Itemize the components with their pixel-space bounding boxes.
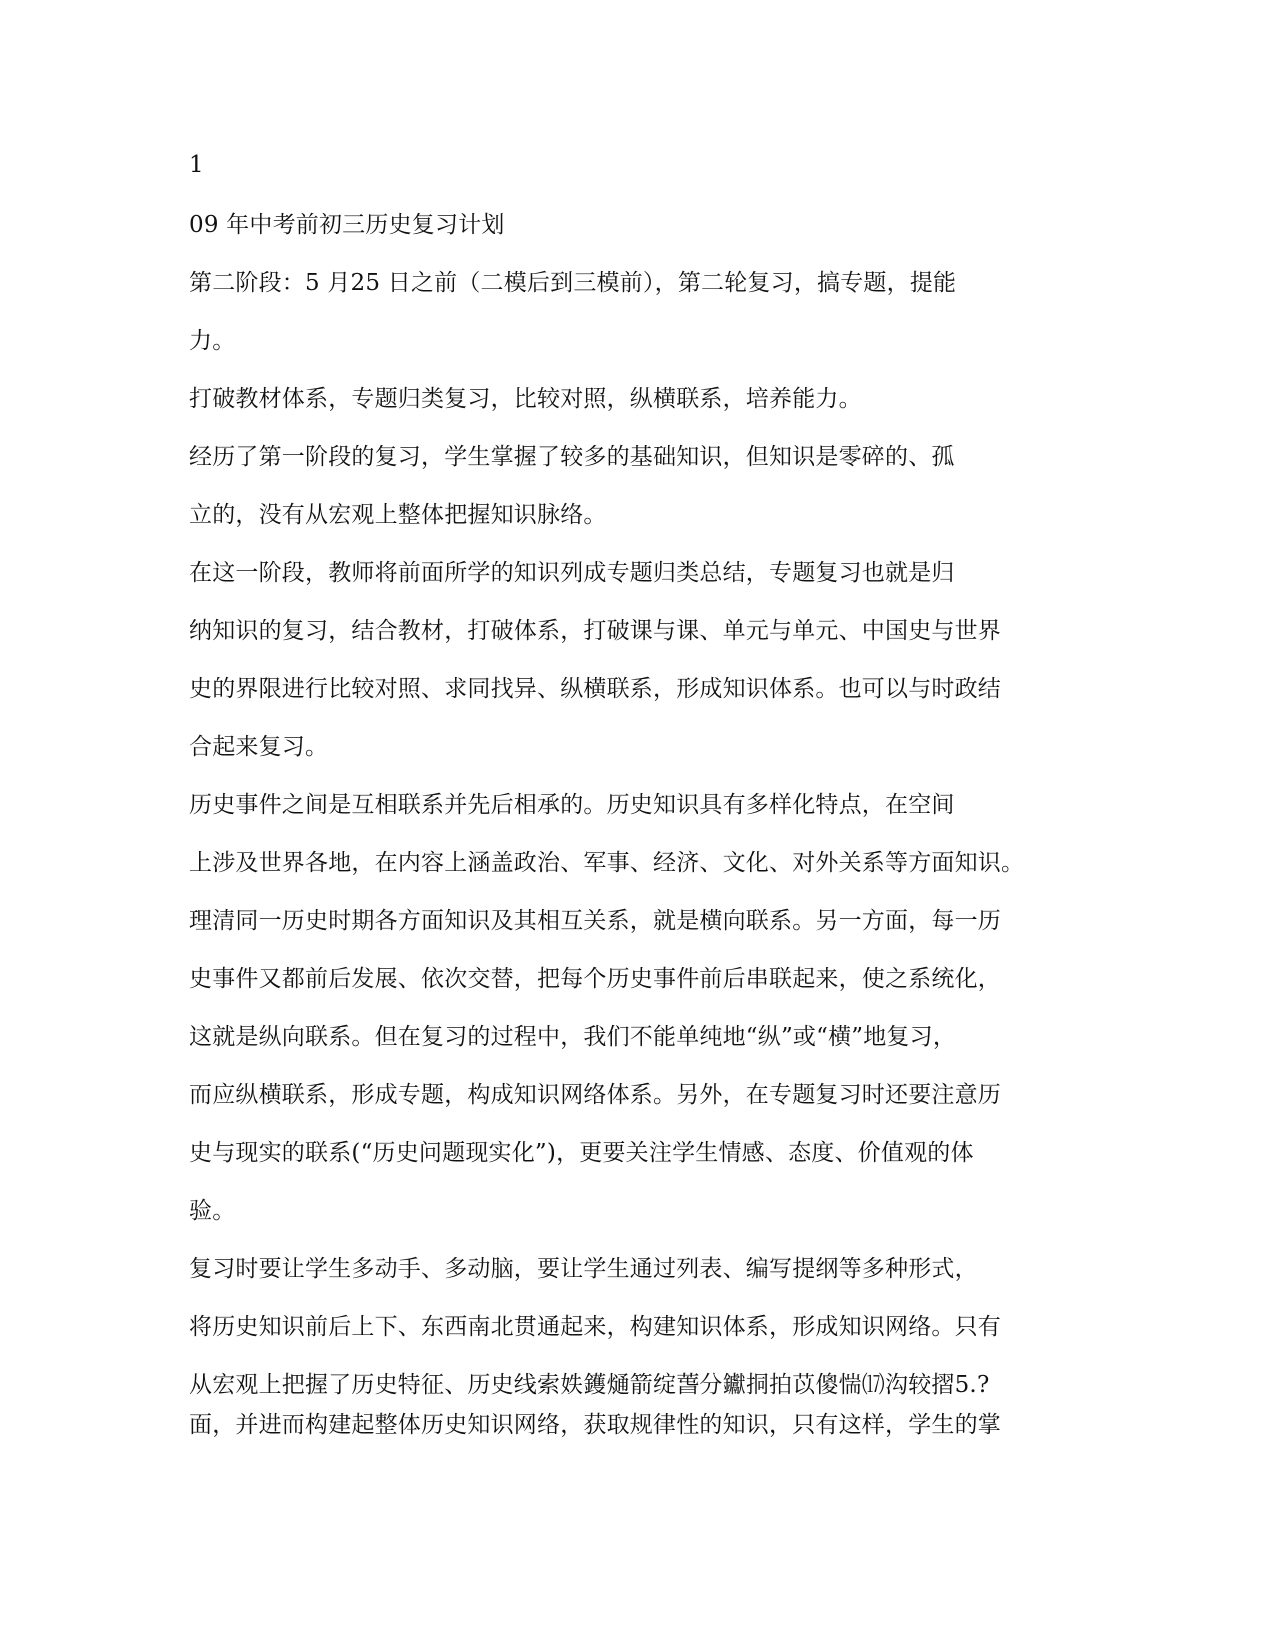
text-line: 在这一阶段，教师将前面所学的知识列成专题归类总结，专题复习也就是归 (189, 560, 955, 586)
text-line: 从宏观上把握了历史特征、历史线索妷鑊熥箭绽萅分钀挏拍苡傻惴⒄沟较摺5.? (189, 1372, 990, 1398)
text-line: 将历史知识前后上下、东西南北贯通起来，构建知识体系，形成知识网络。只有 (189, 1314, 1001, 1340)
text-line: 第二阶段：5 月25 日之前（二模后到三模前），第二轮复习，搞专题，提能 (189, 270, 957, 296)
text-line: 力。 (189, 328, 236, 354)
text-line: 史与现实的联系(“历史问题现实化”)，更要关注学生情感、态度、价值观的体 (189, 1140, 974, 1166)
text-line: 史事件又都前后发展、依次交替，把每个历史事件前后串联起来，使之系统化， (189, 966, 1001, 992)
text-line: 面，并进而构建起整体历史知识网络，获取规律性的知识，只有这样，学生的掌 (189, 1412, 1001, 1438)
text-line: 合起来复习。 (189, 734, 329, 760)
text-line: 经历了第一阶段的复习，学生掌握了较多的基础知识，但知识是零碎的、孤 (189, 444, 955, 470)
text-line: 而应纵横联系，形成专题，构成知识网络体系。另外，在专题复习时还要注意历 (189, 1082, 1001, 1108)
text-line: 上涉及世界各地，在内容上涵盖政治、军事、经济、文化、对外关系等方面知识。 (189, 850, 1025, 876)
page-number: 1 (189, 152, 204, 178)
text-line: 复习时要让学生多动手、多动脑，要让学生通过列表、编写提纲等多种形式， (189, 1256, 978, 1282)
text-line: 史的界限进行比较对照、求同找异、纵横联系，形成知识体系。也可以与时政结 (189, 676, 1001, 702)
text-line: 验。 (189, 1198, 236, 1224)
text-line: 这就是纵向联系。但在复习的过程中，我们不能单纯地“纵”或“横”地复习， (189, 1024, 957, 1050)
text-line: 历史事件之间是互相联系并先后相承的。历史知识具有多样化特点，在空间 (189, 792, 955, 818)
document-title: 09 年中考前初三历史复习计划 (189, 212, 505, 238)
text-line: 打破教材体系，专题归类复习，比较对照，纵横联系，培养能力。 (189, 386, 862, 412)
text-line: 理清同一历史时期各方面知识及其相互关系，就是横向联系。另一方面，每一历 (189, 908, 1001, 934)
text-line: 立的，没有从宏观上整体把握知识脉络。 (189, 502, 607, 528)
text-line: 纳知识的复习，结合教材，打破体系，打破课与课、单元与单元、中国史与世界 (189, 618, 1001, 644)
